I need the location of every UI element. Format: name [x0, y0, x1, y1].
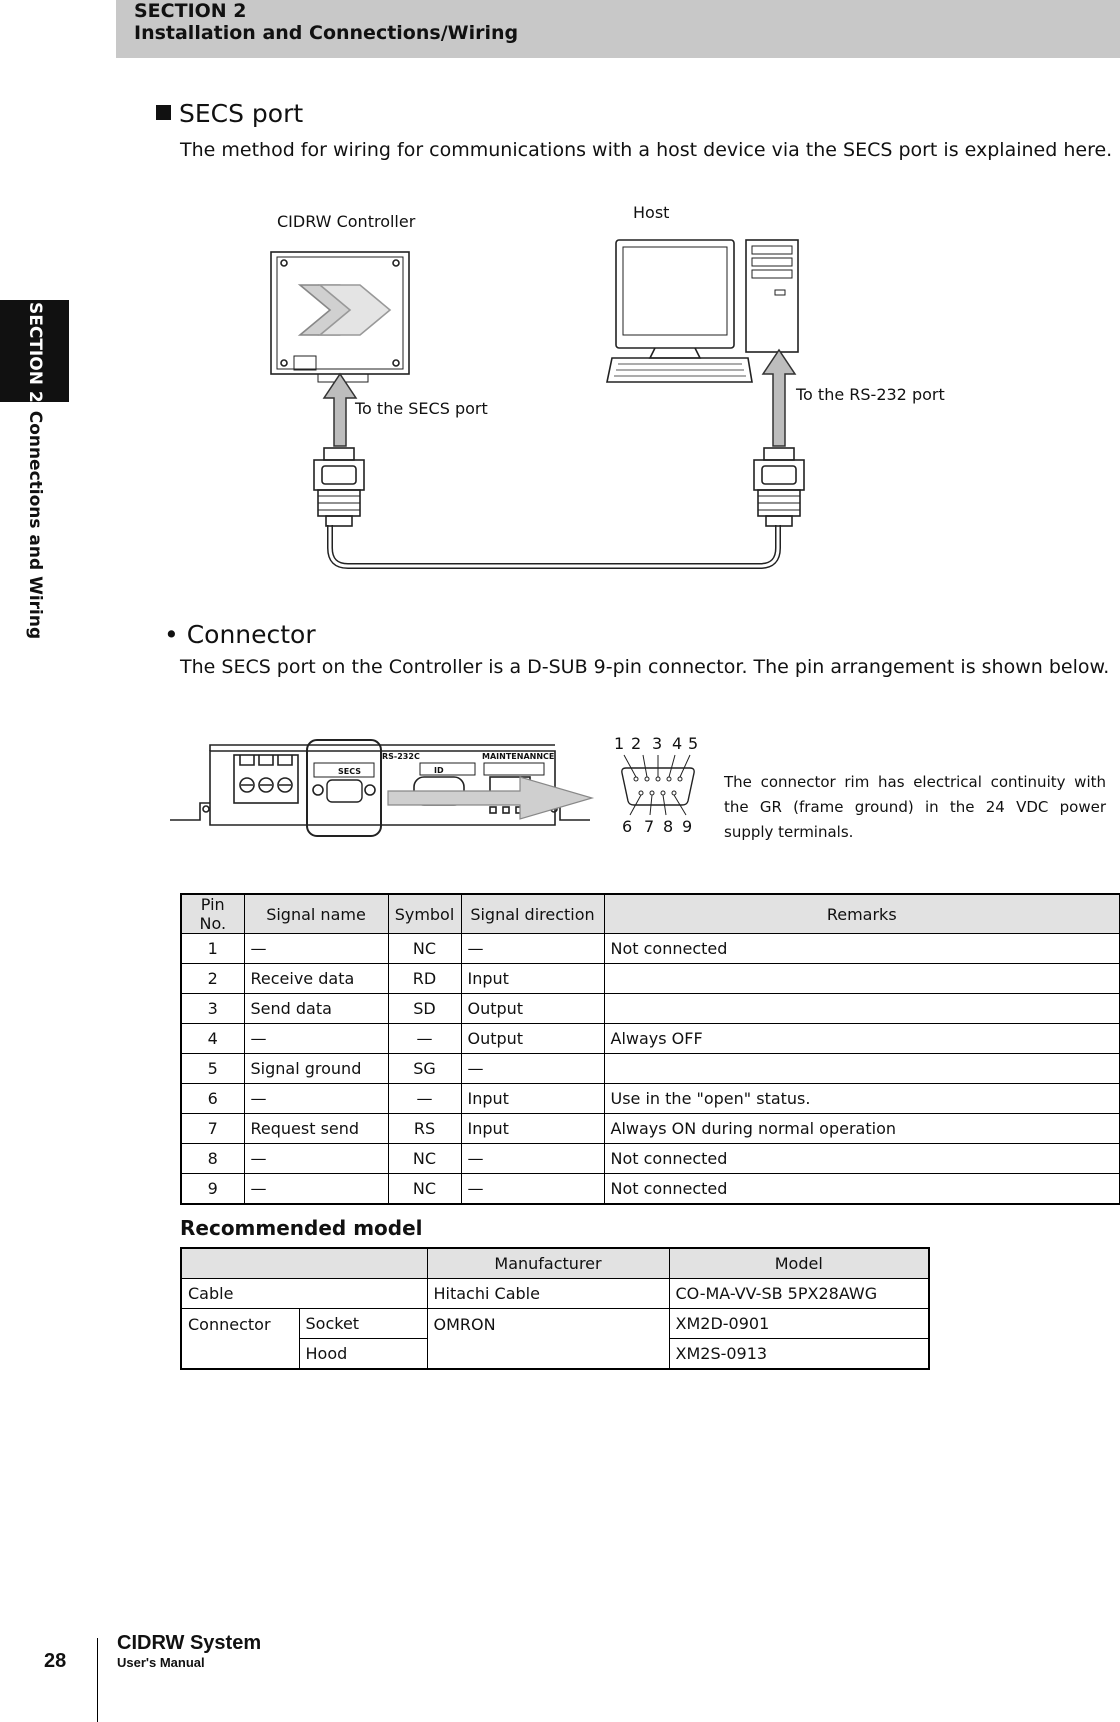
footer-title: CIDRW System — [117, 1632, 262, 1654]
table-cell: — — [388, 1024, 461, 1054]
hood-model: XM2S-0913 — [669, 1339, 929, 1370]
left-dsub-plug — [314, 448, 364, 526]
connector-manufacturer: OMRON — [427, 1309, 669, 1370]
table-cell: 1 — [181, 934, 244, 964]
col-header: Manufacturer — [427, 1248, 669, 1279]
pin-label: 7 — [644, 817, 655, 836]
table-cell: RD — [388, 964, 461, 994]
table-cell: Use in the "open" status. — [604, 1084, 1120, 1114]
rs232-port-label: To the RS-232 port — [796, 385, 945, 404]
col-header: Pin No. — [181, 894, 244, 934]
pin-label: 8 — [663, 817, 674, 836]
table-cell: 5 — [181, 1054, 244, 1084]
table-cell: — — [244, 1144, 388, 1174]
table-cell: — — [388, 1084, 461, 1114]
pin-label: 6 — [622, 817, 633, 836]
pin-label: 4 — [672, 734, 683, 753]
panel-secs-label: SECS — [338, 767, 362, 776]
table-cell: 3 — [181, 994, 244, 1024]
secs-port-label: To the SECS port — [355, 399, 488, 418]
connector-heading: • Connector — [164, 620, 316, 649]
hood-label: Hood — [299, 1339, 427, 1370]
table-cell: 6 — [181, 1084, 244, 1114]
table-row — [181, 1144, 1120, 1174]
socket-label: Socket — [299, 1309, 427, 1339]
secs-intro: The method for wiring for communications with a host device via the SECS port is explained here. — [180, 139, 1113, 161]
table-cell: SG — [388, 1054, 461, 1084]
footer-divider — [97, 1638, 98, 1722]
table-cell: Not connected — [604, 1144, 1120, 1174]
footer-subtitle: User's Manual — [117, 1655, 205, 1670]
connector-intro: The SECS port on the Controller is a D-SUB 9-pin connector. The pin arrangement is shown below. — [180, 656, 1110, 678]
connector-label: Connector — [181, 1309, 299, 1370]
table-cell: — — [461, 1054, 604, 1084]
recommended-table — [180, 1247, 930, 1370]
table-row — [181, 1084, 1120, 1114]
table-row — [181, 1279, 929, 1309]
pin-label: 1 — [614, 734, 625, 753]
table-cell: 4 — [181, 1024, 244, 1054]
table-cell: NC — [388, 1144, 461, 1174]
table-cell: Input — [461, 1114, 604, 1144]
table-cell: Receive data — [244, 964, 388, 994]
panel-maintenance-label: MAINTENANNCE — [482, 752, 555, 761]
up-arrow-icon — [763, 350, 795, 446]
power-terminal-block — [234, 755, 298, 803]
table-cell: — — [244, 1084, 388, 1114]
table-cell: Input — [461, 964, 604, 994]
table-row — [181, 1309, 929, 1339]
pin-label: 9 — [682, 817, 693, 836]
table-cell: NC — [388, 1174, 461, 1205]
secs-heading: SECS port — [156, 99, 303, 128]
pin-table — [180, 893, 1120, 1205]
table-cell: Always ON during normal operation — [604, 1114, 1120, 1144]
up-arrow-icon — [324, 374, 356, 446]
table-cell: Input — [461, 1084, 604, 1114]
table-cell: — — [244, 1174, 388, 1205]
col-header: Symbol — [388, 894, 461, 934]
cable-model: CO-MA-VV-SB 5PX28AWG — [669, 1279, 929, 1309]
table-cell: Output — [461, 994, 604, 1024]
panel-id-label: ID — [434, 766, 444, 775]
right-dsub-plug — [754, 448, 804, 526]
table-row — [181, 994, 1120, 1024]
table-cell — [604, 1054, 1120, 1084]
pin-label: 5 — [688, 734, 699, 753]
table-cell: SD — [388, 994, 461, 1024]
col-header: Signal direction — [461, 894, 604, 934]
pin-label: 2 — [631, 734, 642, 753]
connector-note: The connector rim has electrical continuity with the GR (frame ground) in the 24 VDC power supply terminals. — [724, 773, 1106, 841]
table-cell: — — [244, 1024, 388, 1054]
table-row — [181, 934, 1120, 964]
wiring-diagram — [0, 0, 1120, 600]
table-cell — [604, 994, 1120, 1024]
table-cell: — — [461, 1144, 604, 1174]
side-tab-title: Connections and Wiring — [25, 410, 45, 640]
col-header: Signal name — [244, 894, 388, 934]
table-cell: NC — [388, 934, 461, 964]
pin-label: 3 — [652, 734, 663, 753]
host-monitor — [607, 240, 752, 382]
table-cell: — — [461, 934, 604, 964]
side-tab-section: SECTION 2 — [25, 302, 45, 403]
cable-manufacturer: Hitachi Cable — [427, 1279, 669, 1309]
header-section: SECTION 2 — [134, 0, 247, 22]
host-tower — [746, 240, 798, 352]
table-row — [181, 964, 1120, 994]
table-cell: Request send — [244, 1114, 388, 1144]
table-cell: — — [244, 934, 388, 964]
host-label: Host — [633, 203, 670, 222]
table-cell: 9 — [181, 1174, 244, 1205]
panel-rs232-label: RS-232C — [382, 752, 420, 761]
table-header-row — [181, 1248, 929, 1279]
table-header-row — [181, 894, 1120, 934]
socket-model: XM2D-0901 — [669, 1309, 929, 1339]
table-cell: Not connected — [604, 1174, 1120, 1205]
table-cell — [604, 964, 1120, 994]
table-row — [181, 1024, 1120, 1054]
recommended-title: Recommended model — [180, 1216, 423, 1240]
table-cell: 2 — [181, 964, 244, 994]
table-cell: — — [461, 1174, 604, 1205]
table-cell: Signal ground — [244, 1054, 388, 1084]
table-row — [181, 1174, 1120, 1205]
controller-device — [271, 252, 409, 382]
table-row — [181, 1114, 1120, 1144]
table-cell: 8 — [181, 1144, 244, 1174]
col-header: Remarks — [604, 894, 1120, 934]
cable-label: Cable — [181, 1279, 427, 1309]
page-number: 28 — [44, 1650, 67, 1672]
table-cell: Always OFF — [604, 1024, 1120, 1054]
table-cell: Send data — [244, 994, 388, 1024]
controller-label: CIDRW Controller — [277, 212, 416, 231]
col-header: Model — [669, 1248, 929, 1279]
table-cell: Not connected — [604, 934, 1120, 964]
table-cell: 7 — [181, 1114, 244, 1144]
col-header — [181, 1248, 427, 1279]
header-title: Installation and Connections/Wiring — [134, 22, 519, 44]
table-cell: RS — [388, 1114, 461, 1144]
table-row — [181, 1054, 1120, 1084]
table-cell: Output — [461, 1024, 604, 1054]
